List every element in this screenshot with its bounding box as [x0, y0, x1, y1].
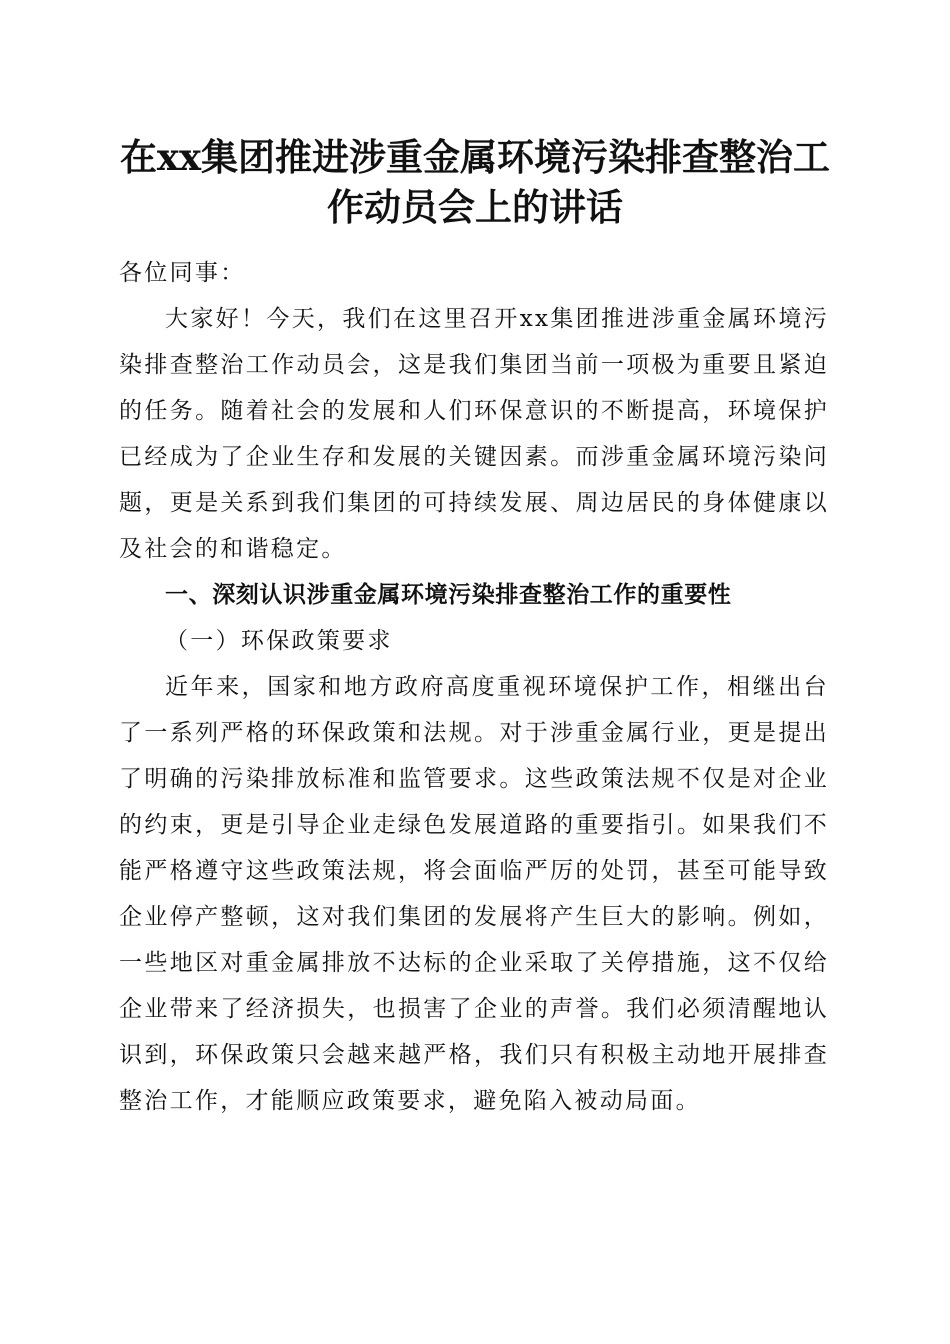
section-1-paragraph: 近年来，国家和地方政府高度重视环境保护工作，相继出台了一系列严格的环保政策和法规。对于涉重金属行业，更是提出了明确的污染排放标准和监管要求。这些政策法规不仅是对企业的约束，更是引导企业走绿色发展道路的重要指引。如果我们不能严格遵守这些政策法规，将会面临严厉的处罚，甚至可能导致企业停产整顿，这对我们集团的发展将产生巨大的影响。例如，一些地区对重金属排放不达标的企业采取了关停措施，这不仅给企业带来了经济损失，也损害了企业的声誉。我们必须清醒地认识到，环保政策只会越来越严格，我们只有积极主动地开展排查整治工作，才能顺应政策要求，避免陷入被动局面。 [119, 674, 829, 1114]
section-heading-1: 一、深刻认识涉重金属环境污染排查整治工作的重要性 [165, 582, 732, 608]
subsection-heading-1-1: （一）环保政策要求 [165, 628, 393, 654]
salutation: 各位同事： [119, 260, 246, 286]
intro-paragraph: 大家好！今天，我们在这里召开xx集团推进涉重金属环境污染排查整治工作动员会，这是我们集团当前一项极为重要且紧迫的任务。随着社会的发展和人们环保意识的不断提高，环境保护已经成为了企业生存和发展的关键因素。而涉重金属环境污染问题，更是关系到我们集团的可持续发展、周边居民的身体健康以及社会的和谐稳定。 [119, 306, 829, 562]
document-body [119, 250, 829, 1124]
document-title: 在xx集团推进涉重金属环境污染排查整治工作动员会上的讲话 [119, 135, 831, 229]
